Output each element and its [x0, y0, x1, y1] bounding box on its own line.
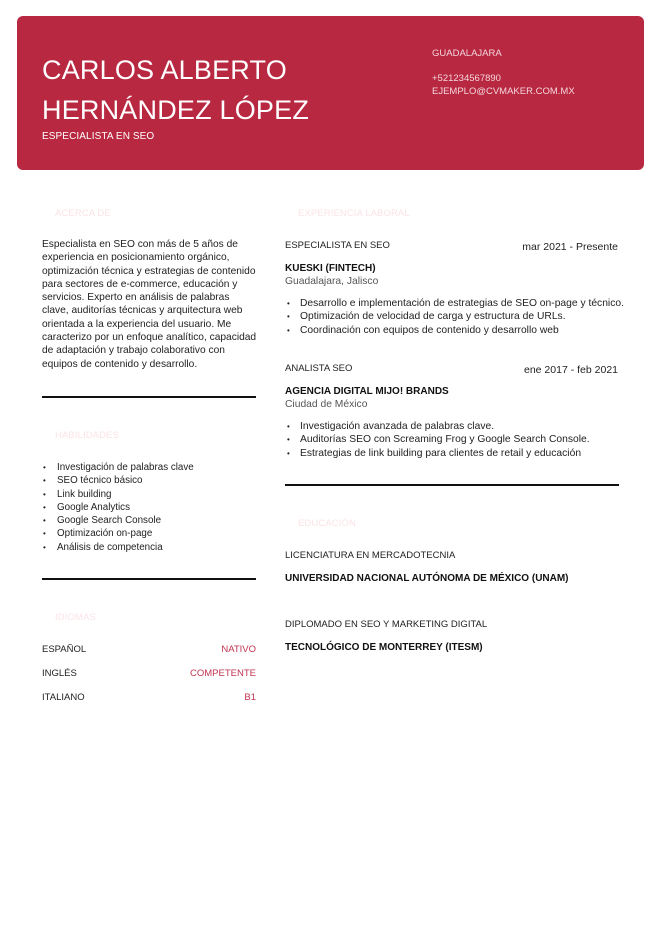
- contact-email: EJEMPLO@CVMAKER.COM.MX: [432, 86, 575, 97]
- skill-item: • SEO técnico básico: [42, 474, 257, 487]
- job-location: Guadalajara, Jalisco: [285, 276, 379, 287]
- skill-item: • Google Analytics: [42, 501, 257, 514]
- education-school: TECNOLÓGICO DE MONTERREY (ITESM): [285, 642, 483, 653]
- skill-item: • Optimización on-page: [42, 527, 257, 540]
- section-title: HABILIDADES: [55, 430, 119, 441]
- section-title: ACERCA DE: [55, 208, 111, 219]
- job-location: Ciudad de México: [285, 399, 368, 410]
- candidate-headline: ESPECIALISTA EN SEO: [42, 131, 155, 142]
- education-degree: DIPLOMADO EN SEO Y MARKETING DIGITAL: [285, 619, 488, 630]
- job-bullets: [285, 297, 625, 337]
- job-bullet: • Auditorías SEO con Screaming Frog y Google Search Console.: [285, 433, 625, 446]
- divider: [42, 396, 256, 398]
- job-company: AGENCIA DIGITAL MIJO! BRANDS: [285, 386, 449, 397]
- education-school: UNIVERSIDAD NACIONAL AUTÓNOMA DE MÉXICO (UNAM): [285, 573, 569, 584]
- section-tag-languages: [42, 608, 108, 627]
- language-name: ITALIANO: [42, 692, 85, 703]
- skill-item: • Análisis de competencia: [42, 541, 257, 554]
- section-title: EXPERIENCIA LABORAL: [298, 208, 410, 219]
- contact-info: [432, 47, 575, 98]
- skill-item: • Link building: [42, 488, 257, 501]
- job-bullet: • Investigación avanzada de palabras clave.: [285, 420, 625, 433]
- language-row: [42, 692, 256, 703]
- about-text: Especialista en SEO con más de 5 años de experiencia en posicionamiento orgánico, optimización técnica y estrategias de contenido para sectores de e-commerce, educación y servicios. Experto en análisis de palabras clave, auditorías técnicas y arquitectura web orientada a la experiencia del usuario. Me caracterizo por un enfoque analítico, capacidad de adaptación y trabajo colaborativo con equipos de contenido y desarrollo.: [42, 239, 257, 370]
- job-bullets: [285, 420, 625, 460]
- section-tag-skills: [42, 426, 131, 445]
- section-tag-experience: [285, 204, 422, 223]
- language-row: [42, 644, 256, 655]
- resume-header: [17, 16, 644, 170]
- language-level: B1: [244, 692, 256, 703]
- language-level: COMPETENTE: [190, 668, 256, 679]
- candidate-name: CARLOS ALBERTO HERNÁNDEZ LÓPEZ: [42, 55, 310, 125]
- job-company: KUESKI (FINTECH): [285, 263, 376, 274]
- language-name: INGLÉS: [42, 668, 77, 679]
- language-row: [42, 668, 256, 679]
- job-bullet: • Desarrollo e implementación de estrategias de SEO on-page y técnico.: [285, 297, 625, 310]
- section-title: IDIOMAS: [55, 612, 96, 623]
- job-bullet: • Estrategias de link building para clientes de retail y educación: [285, 447, 625, 460]
- job-dates: ene 2017 - feb 2021: [524, 364, 618, 376]
- skill-item: • Google Search Console: [42, 514, 257, 527]
- skill-item: • Investigación de palabras clave: [42, 461, 257, 474]
- job-bullet: • Optimización de velocidad de carga y estructura de URLs.: [285, 310, 625, 323]
- divider: [42, 578, 256, 580]
- section-title: EDUCACIÓN: [298, 518, 356, 529]
- section-tag-about: [42, 204, 123, 223]
- skills-list: [42, 461, 257, 554]
- contact-location: GUADALAJARA: [432, 48, 502, 59]
- section-tag-education: [285, 514, 368, 533]
- language-level: NATIVO: [221, 644, 256, 655]
- contact-phone: +521234567890: [432, 73, 501, 84]
- language-name: ESPAÑOL: [42, 644, 87, 655]
- job-title: ANALISTA SEO: [285, 363, 353, 374]
- job-bullet: • Coordinación con equipos de contenido y desarrollo web: [285, 324, 625, 337]
- job-dates: mar 2021 - Presente: [522, 241, 618, 253]
- education-degree: LICENCIATURA EN MERCADOTECNIA: [285, 550, 456, 561]
- job-title: ESPECIALISTA EN SEO: [285, 240, 390, 251]
- divider: [285, 484, 619, 486]
